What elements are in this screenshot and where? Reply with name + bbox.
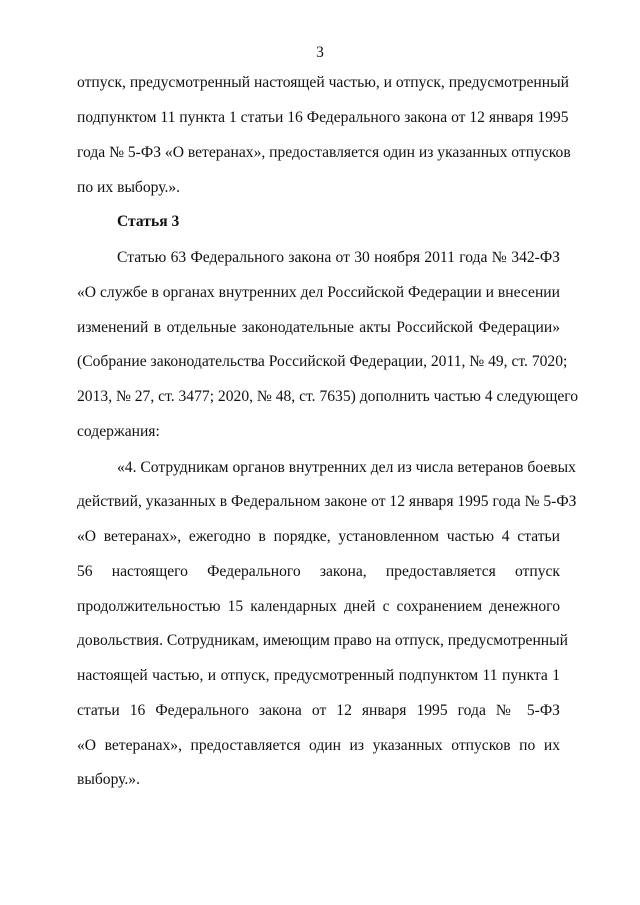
text-line: статьи 16 Федерального закона от 12 января 1995 года № 5-ФЗ [77,702,560,719]
text-line: «О ветеранах», предоставляется один из указанных отпусков по их [77,737,560,754]
page-number: 3 [316,44,324,61]
text-line: по их выбору.». [77,179,181,196]
text-line: подпунктом 11 пункта 1 статьи 16 Федерального закона от 12 января 1995 [77,109,569,126]
text-line: отпуск, предусмотренный настоящей частью, и отпуск, предусмотренный [77,74,569,91]
text-line: 56 настоящего Федерального закона, предоставляется отпуск [77,563,560,580]
text-line: содержания: [77,423,160,440]
text-line: «О ветеранах», ежегодно в порядке, установленном частью 4 статьи [77,528,560,545]
text-line: (Собрание законодательства Российской Федерации, 2011, № 49, ст. 7020; [77,353,568,370]
text-line: продолжительностью 15 календарных дней с сохранением денежного [77,598,560,615]
text-line: изменений в отдельные законодательные акты Российской Федерации» [77,319,560,336]
text-line: 2013, № 27, ст. 3477; 2020, № 48, ст. 7635) дополнить частью 4 следующего [77,388,579,405]
article-heading: Статья 3 [117,213,180,230]
text-line: действий, указанных в Федеральном законе от 12 января 1995 года № 5-ФЗ [77,493,577,510]
text-line: выбору.». [77,771,140,788]
text-line: довольствия. Сотрудникам, имеющим право на отпуск, предусмотренный [77,632,568,649]
text-line: настоящей частью, и отпуск, предусмотренный подпунктом 11 пункта 1 [77,667,560,684]
text-line: года № 5-ФЗ «О ветеранах», предоставляется один из указанных отпусков [77,144,571,161]
text-line: Статью 63 Федерального закона от 30 ноября 2011 года № 342-ФЗ [117,249,560,266]
text-line: «4. Сотрудникам органов внутренних дел из числа ветеранов боевых [117,459,576,476]
text-line: «О службе в органах внутренних дел Российской Федерации и внесении [77,284,560,301]
